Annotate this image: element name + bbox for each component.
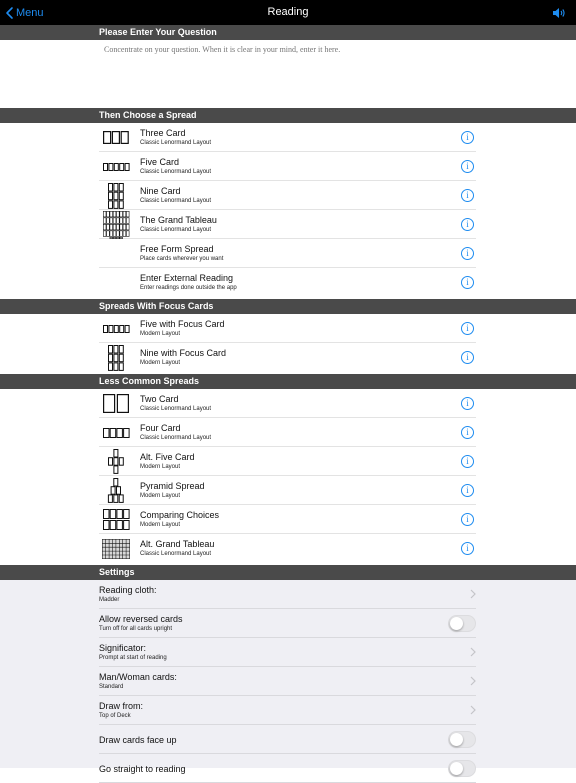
spread-title: Alt. Five Card (140, 452, 195, 462)
setting-title: Draw from: (99, 701, 144, 711)
setting-value: Madder (99, 597, 120, 603)
focus-section-header: Spreads With Focus Cards (0, 299, 576, 314)
setting-allow-reversed[interactable] (99, 609, 476, 638)
spreads-section-header: Then Choose a Spread (0, 108, 576, 123)
setting-title: Man/Woman cards: (99, 672, 177, 682)
info-icon[interactable]: i (461, 322, 474, 335)
spread-subtitle: Classic Lenormand Layout (140, 435, 212, 441)
chevron-right-icon (470, 647, 476, 657)
navigation-bar (0, 0, 576, 25)
nine-card-icon (99, 181, 133, 210)
question-input[interactable] (99, 45, 499, 54)
spread-subtitle: Classic Lenormand Layout (140, 406, 212, 412)
info-icon[interactable]: i (461, 276, 474, 289)
spread-title: The Grand Tableau (140, 215, 217, 225)
setting-significator[interactable] (99, 638, 476, 667)
spread-subtitle: Modern Layout (140, 493, 181, 499)
speaker-button[interactable] (552, 6, 566, 24)
spread-title: Two Card (140, 394, 179, 404)
spread-title: Five Card (140, 157, 180, 167)
info-icon[interactable]: i (461, 542, 474, 555)
setting-go-straight-to-reading[interactable] (99, 754, 476, 783)
spread-title: Free Form Spread (140, 244, 214, 254)
spread-row-free-form[interactable] (99, 239, 476, 268)
setting-value: Standard (99, 684, 124, 690)
setting-reading-cloth[interactable] (99, 580, 476, 609)
grand-tableau-icon (99, 210, 133, 239)
spread-subtitle: Enter readings done outside the app (140, 285, 237, 291)
speaker-icon (552, 7, 566, 19)
two-card-icon (99, 389, 133, 418)
info-icon[interactable]: i (461, 131, 474, 144)
setting-title: Draw cards face up (99, 735, 177, 745)
spread-subtitle: Classic Lenormand Layout (140, 198, 212, 204)
setting-value: Prompt at start of reading (99, 655, 167, 661)
spread-title: Comparing Choices (140, 510, 220, 520)
info-icon[interactable]: i (461, 160, 474, 173)
setting-title: Reading cloth: (99, 585, 157, 595)
setting-title: Allow reversed cards (99, 614, 183, 624)
spread-title: Nine with Focus Card (140, 348, 227, 358)
info-icon[interactable]: i (461, 351, 474, 364)
toggle-knob (450, 733, 463, 746)
setting-title: Significator: (99, 643, 147, 653)
spread-title: Four Card (140, 423, 181, 433)
chevron-right-icon (470, 676, 476, 686)
setting-man-woman-cards[interactable] (99, 667, 476, 696)
spread-title: Pyramid Spread (140, 481, 205, 491)
info-icon[interactable]: i (461, 189, 474, 202)
spread-subtitle: Modern Layout (140, 464, 181, 470)
info-icon[interactable]: i (461, 247, 474, 260)
less-common-section-header: Less Common Spreads (0, 374, 576, 389)
five-focus-icon (99, 314, 133, 343)
spread-subtitle: Classic Lenormand Layout (140, 227, 212, 233)
page-title: Reading (267, 6, 309, 18)
pyramid-icon (99, 476, 133, 505)
spread-row-five-card[interactable] (99, 152, 476, 181)
info-icon[interactable]: i (461, 426, 474, 439)
settings-area (0, 580, 576, 774)
setting-draw-from[interactable] (99, 696, 476, 725)
spread-row-two-card[interactable] (99, 389, 476, 418)
spread-row-pyramid[interactable] (99, 476, 476, 505)
question-area (0, 40, 576, 108)
setting-value: Top of Deck (99, 713, 131, 719)
five-card-icon (99, 152, 133, 181)
spread-title: Alt. Grand Tableau (140, 539, 215, 549)
spread-subtitle: Modern Layout (140, 522, 181, 528)
spread-title: Five with Focus Card (140, 319, 225, 329)
spread-row-nine-card[interactable] (99, 181, 476, 210)
setting-description: Turn off for all cards upright (99, 626, 173, 632)
toggle-knob (450, 762, 463, 775)
spread-row-five-focus[interactable] (99, 314, 476, 343)
spread-row-grand-tableau[interactable] (99, 210, 476, 239)
spread-row-nine-focus[interactable] (99, 343, 476, 372)
spread-subtitle: Classic Lenormand Layout (140, 140, 212, 146)
info-icon[interactable]: i (461, 455, 474, 468)
three-card-icon (99, 123, 133, 152)
go-straight-toggle[interactable] (448, 760, 476, 777)
info-icon[interactable]: i (461, 484, 474, 497)
spread-subtitle: Modern Layout (140, 331, 181, 337)
spread-subtitle: Classic Lenormand Layout (140, 551, 212, 557)
setting-draw-face-up[interactable] (99, 725, 476, 754)
menu-back-label: Menu (16, 7, 44, 19)
spread-row-alt-five-card[interactable] (99, 447, 476, 476)
cross-five-icon (99, 447, 133, 476)
chevron-right-icon (470, 589, 476, 599)
spread-title: Enter External Reading (140, 273, 234, 283)
spread-row-alt-grand-tableau[interactable] (99, 534, 476, 563)
info-icon[interactable]: i (461, 397, 474, 410)
settings-section-header: Settings (0, 565, 576, 580)
info-icon[interactable]: i (461, 218, 474, 231)
spread-row-four-card[interactable] (99, 418, 476, 447)
setting-title: Go straight to reading (99, 764, 186, 774)
alt-grand-tableau-icon (99, 534, 133, 563)
spread-subtitle: Place cards wherever you want (140, 256, 224, 262)
question-section-header: Please Enter Your Question (0, 25, 576, 40)
spread-row-comparing-choices[interactable] (99, 505, 476, 534)
toggle-knob (450, 617, 463, 630)
spread-title: Nine Card (140, 186, 181, 196)
spread-subtitle: Classic Lenormand Layout (140, 169, 212, 175)
comparing-choices-icon (99, 505, 133, 534)
chevron-right-icon (470, 705, 476, 715)
draw-face-up-toggle[interactable] (448, 731, 476, 748)
spread-row-three-card[interactable] (99, 123, 476, 152)
info-icon[interactable]: i (461, 513, 474, 526)
nine-focus-icon (99, 343, 133, 372)
four-card-icon (99, 418, 133, 447)
allow-reversed-toggle[interactable] (448, 615, 476, 632)
spread-subtitle: Modern Layout (140, 360, 181, 366)
spread-title: Three Card (140, 128, 186, 138)
spread-row-external-reading[interactable] (99, 268, 476, 297)
